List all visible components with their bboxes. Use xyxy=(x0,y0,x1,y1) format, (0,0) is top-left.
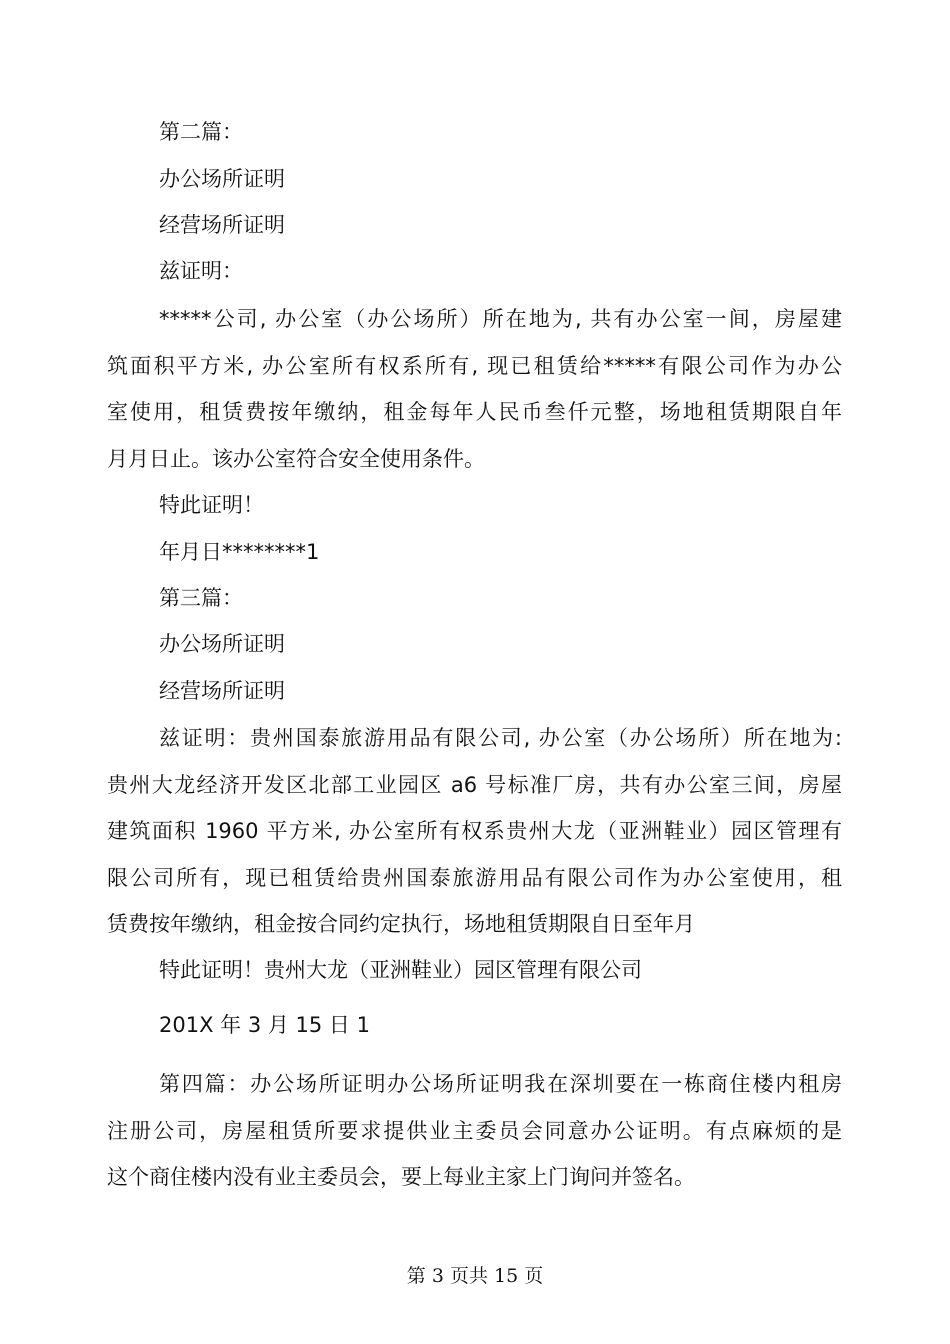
body-2-line: 室使用，租赁费按年缴纳，租金每年人民币叁仟元整，场地租赁期限自年 xyxy=(107,400,842,424)
title-business-premises-certificate-2: 经营场所证明 xyxy=(159,213,285,237)
body-2-line: 筑面积平方米, 办公室所有权系所有, 现已租赁给*****有限公司作为办公 xyxy=(107,353,842,378)
body-2-line: *****公司, 办公室（办公场所）所在地为, 共有办公室一间，房屋建 xyxy=(159,307,842,331)
body-paragraph-4 xyxy=(107,1061,842,1201)
title-office-certificate-2: 办公场所证明 xyxy=(159,167,285,191)
body-3-line: 限公司所有，现已租赁给贵州国泰旅游用品有限公司作为办公室使用，租 xyxy=(107,865,842,890)
body-paragraph-2 xyxy=(107,296,842,482)
closing-line-3: 特此证明！贵州大龙（亚洲鞋业）园区管理有限公司 xyxy=(159,958,642,982)
heading-part-3: 第三篇： xyxy=(159,586,243,610)
body-3-line: 兹证明：贵州国泰旅游用品有限公司, 办公室（办公场所）所在地为: xyxy=(159,726,842,750)
closing-line-2: 特此证明！ xyxy=(159,493,264,517)
date-line-3: 201X 年 3 月 15 日 1 xyxy=(159,1013,370,1037)
page-number-footer: 第 3 页共 15 页 xyxy=(406,1265,544,1287)
opening-line-2: 兹证明： xyxy=(159,259,243,283)
body-2-line: 月月日止。该办公室符合安全使用条件。 xyxy=(107,446,485,471)
body-4-line: 第四篇：办公场所证明办公场所证明我在深圳要在一栋商住楼内租房 xyxy=(159,1072,842,1096)
body-4-line: 这个商住楼内没有业主委员会，要上每业主家上门询问并签名。 xyxy=(107,1165,695,1189)
title-business-premises-certificate-3: 经营场所证明 xyxy=(159,679,285,703)
body-3-line: 贵州大龙经济开发区北部工业园区 a6 号标准厂房，共有办公室三间，房屋 xyxy=(107,772,842,797)
body-3-line: 建筑面积 1960 平方米, 办公室所有权系贵州大龙（亚洲鞋业）园区管理有 xyxy=(107,819,842,843)
date-line-2: 年月日********1 xyxy=(159,540,320,564)
title-office-certificate-3: 办公场所证明 xyxy=(159,632,285,656)
body-paragraph-3 xyxy=(107,715,842,948)
body-4-line: 注册公司，房屋租赁所要求提供业主委员会同意办公证明。有点麻烦的是 xyxy=(107,1118,842,1143)
body-3-line: 赁费按年缴纳，租金按合同约定执行，场地租赁期限自日至年月 xyxy=(107,912,695,936)
heading-part-2: 第二篇： xyxy=(159,120,243,144)
